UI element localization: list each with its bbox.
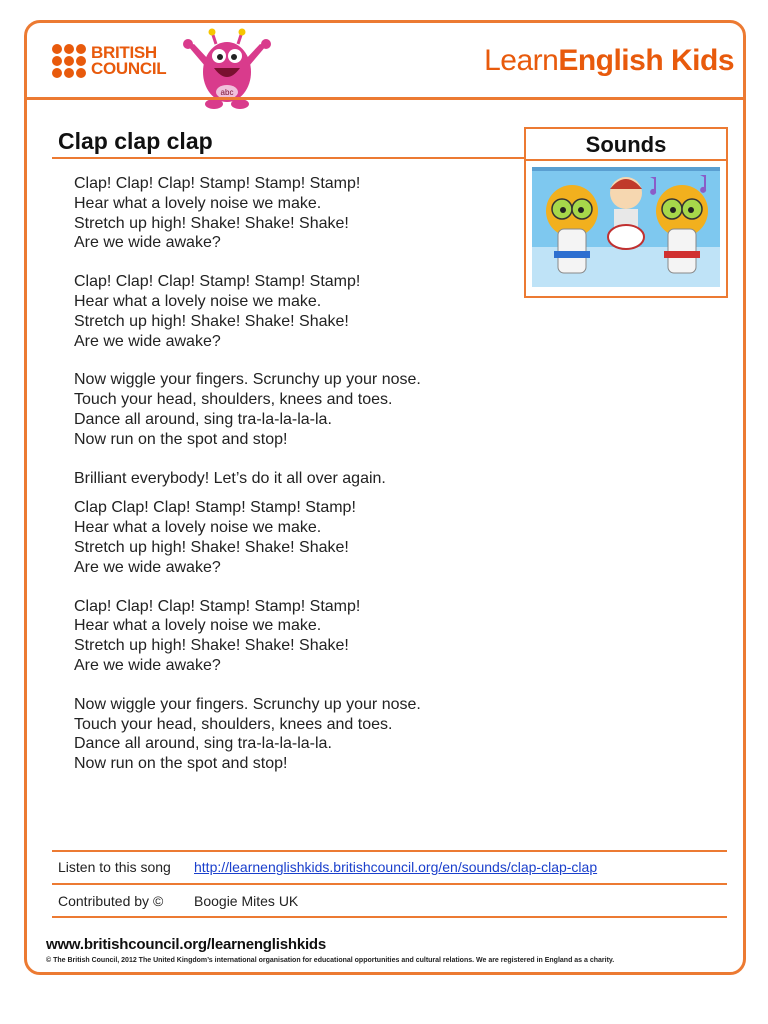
lyric-line: Are we wide awake?: [74, 234, 221, 252]
stanza: [74, 498, 514, 577]
info-divider-bottom: [52, 916, 727, 918]
lyric-line: Hear what a lovely noise we make.: [74, 617, 322, 635]
lyric-line: Clap Clap! Clap! Stamp! Stamp! Stamp!: [74, 499, 356, 517]
info-divider-top: [52, 850, 727, 852]
stanza: [74, 597, 514, 676]
contributor-name: Boogie Mites UK: [194, 893, 299, 909]
british-council-logo[interactable]: [52, 44, 166, 78]
logo-word-learn: Learn: [484, 44, 559, 77]
british-council-wordmark: BRITISH COUNCIL: [91, 43, 167, 78]
stanza: [74, 272, 514, 351]
logo-word-english-kids: English Kids: [558, 44, 734, 77]
lyric-line: Clap! Clap! Clap! Stamp! Stamp! Stamp!: [74, 597, 361, 615]
lyric-line: Are we wide awake?: [74, 558, 221, 576]
stanza: [74, 370, 514, 449]
header-divider: [27, 97, 743, 100]
lyric-line: Stretch up high! Shake! Shake! Shake!: [74, 312, 349, 330]
lyric-line: Are we wide awake?: [74, 332, 221, 350]
lyric-line: Stretch up high! Shake! Shake! Shake!: [74, 637, 349, 655]
lyric-line: Now run on the spot and stop!: [74, 430, 288, 448]
sounds-label: Sounds: [585, 132, 667, 157]
lyric-line: Hear what a lovely noise we make.: [74, 519, 322, 537]
footer-copyright: © The British Council, 2012 The United Kingdom’s international organisation for educational opportunities and cultural relations. We are registered in England as a charity.: [46, 957, 615, 964]
listen-label: Listen to this song: [58, 859, 171, 875]
learnenglish-kids-logo[interactable]: [484, 44, 734, 78]
stanza: [74, 469, 514, 489]
lyric-line: Hear what a lovely noise we make.: [74, 194, 322, 212]
lyric-line: Touch your head, shoulders, knees and toes.: [74, 715, 393, 733]
lyric-line: Dance all around, sing tra-la-la-la-la.: [74, 735, 332, 753]
info-divider-middle: [52, 883, 727, 885]
lyric-line: Dance all around, sing tra-la-la-la-la.: [74, 410, 332, 428]
lyric-line: Stretch up high! Shake! Shake! Shake!: [74, 214, 349, 232]
lyric-line: Touch your head, shoulders, knees and toes.: [74, 391, 393, 409]
song-title: Clap clap clap: [58, 128, 213, 154]
footer-website[interactable]: www.britishcouncil.org/learnenglishkids: [46, 936, 327, 953]
lyric-line: Clap! Clap! Clap! Stamp! Stamp! Stamp!: [74, 175, 361, 192]
lyric-line: Clap! Clap! Clap! Stamp! Stamp! Stamp!: [74, 273, 361, 291]
lyric-line: Hear what a lovely noise we make.: [74, 292, 322, 310]
lyric-line: Now wiggle your fingers. Scrunchy up your nose.: [74, 371, 421, 389]
lyric-line: Now wiggle your fingers. Scrunchy up your nose.: [74, 695, 421, 713]
mascot-badge-text: abc: [220, 88, 234, 97]
title-divider: [52, 157, 525, 159]
stanza: [74, 695, 514, 774]
sounds-divider: [526, 159, 726, 161]
cartoon-band-illustration-icon: [532, 167, 720, 287]
lyric-line: Now run on the spot and stop!: [74, 755, 288, 773]
contributed-label: Contributed by ©: [58, 893, 164, 909]
song-link[interactable]: http://learnenglishkids.britishcouncil.org/en/sounds/clap-clap-clap: [194, 859, 598, 875]
sounds-panel: [524, 127, 728, 298]
british-council-dots-icon: [52, 44, 86, 78]
lyric-line: Stretch up high! Shake! Shake! Shake!: [74, 538, 349, 556]
lyric-line: Are we wide awake?: [74, 656, 221, 674]
lyric-line: Brilliant everybody! Let’s do it all over again.: [74, 469, 386, 487]
stanza: [74, 174, 514, 253]
song-lyrics: [74, 174, 514, 793]
